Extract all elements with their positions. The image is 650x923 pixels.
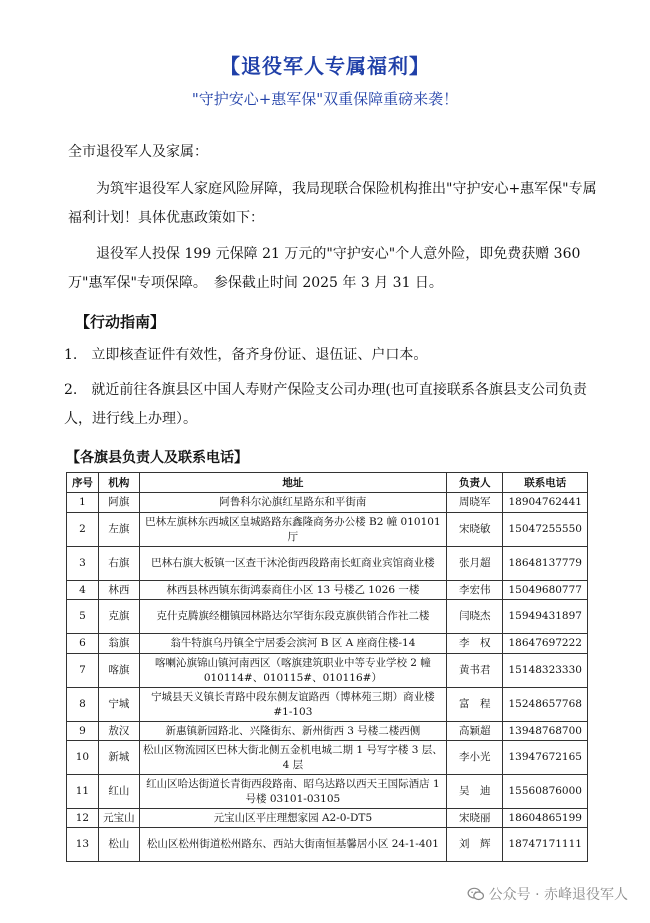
row-person: 周晓军	[446, 493, 503, 513]
row-org: 阿旗	[98, 493, 139, 513]
table-row	[67, 688, 588, 722]
row-phone: 15248657768	[503, 688, 588, 722]
wechat-icon	[467, 887, 485, 901]
row-index: 5	[67, 600, 99, 634]
row-index: 13	[67, 828, 99, 862]
row-person: 宋晓敏	[446, 513, 503, 547]
guide-step-2: 2. 就近前往各旗县区中国人寿财产保险支公司办理(也可直接联系各旗县支公司负责人，进行线上办理）。	[64, 382, 587, 427]
row-index: 6	[67, 634, 99, 654]
col-header-phone: 联系电话	[503, 473, 588, 493]
page-title: 【退役军人专属福利】	[220, 54, 430, 78]
contacts-heading: 【各旗县负责人及联系电话】	[66, 450, 248, 466]
row-index: 3	[67, 547, 99, 581]
row-address: 松山区松州街道松州路东、西站大街南恒基馨居小区 24-1-401	[139, 828, 446, 862]
table-row	[67, 722, 588, 741]
col-header-index: 序号	[67, 473, 99, 493]
row-person: 闫晓杰	[446, 600, 503, 634]
policy-paragraph: 退役军人投保 199 元保障 21 万元的"守护安心"个人意外险，即免费获赠 360 万"惠军保"专项保障。 参保截止时间 2025 年 3 月 31 日。	[68, 246, 581, 291]
row-phone: 18747171111	[503, 828, 588, 862]
col-header-org: 机构	[98, 473, 139, 493]
row-person: 吴 迪	[446, 775, 503, 809]
table-row	[67, 775, 588, 809]
table-row	[67, 581, 588, 600]
row-phone: 15049680777	[503, 581, 588, 600]
row-address: 宁城县天义镇长青路中段东侧友谊路西（博林苑三期）商业楼#1-103	[139, 688, 446, 722]
table-row	[67, 600, 588, 634]
table-row	[67, 809, 588, 828]
table-header-row	[67, 473, 588, 493]
row-index: 11	[67, 775, 99, 809]
row-index: 4	[67, 581, 99, 600]
row-address: 巴林左旗林东西城区皇城路路东鑫隆商务办公楼 B2 幢 010101 厅	[139, 513, 446, 547]
watermark-text: 公众号 · 赤峰退役军人	[488, 887, 628, 903]
col-header-person: 负责人	[446, 473, 503, 493]
col-header-address: 地址	[139, 473, 446, 493]
row-person: 李宏伟	[446, 581, 503, 600]
row-org: 翁旗	[98, 634, 139, 654]
row-phone: 18604865199	[503, 809, 588, 828]
row-address: 红山区哈达街道长青街西段路南、昭乌达路以西天王国际酒店 1 号楼 03101-03105	[139, 775, 446, 809]
row-person: 高颖超	[446, 722, 503, 741]
table-row	[67, 493, 588, 513]
row-address: 元宝山区平庄理想家园 A2-0-DT5	[139, 809, 446, 828]
row-address: 翁牛特旗乌丹镇全宁居委会滨河 B 区 A 座商住楼-14	[139, 634, 446, 654]
table-row	[67, 513, 588, 547]
row-phone: 13948768700	[503, 722, 588, 741]
row-phone: 13947672165	[503, 741, 588, 775]
row-address: 林西县林西镇东街鸿泰商住小区 13 号楼乙 1026 一楼	[139, 581, 446, 600]
row-phone: 15949431897	[503, 600, 588, 634]
row-person: 黄书君	[446, 654, 503, 688]
row-org: 红山	[98, 775, 139, 809]
row-address: 克什克腾旗经棚镇园林路达尔罕街东段克旗供销合作社二楼	[139, 600, 446, 634]
guide-heading: 【行动指南】	[75, 313, 166, 331]
row-index: 9	[67, 722, 99, 741]
contacts-table	[66, 472, 588, 862]
row-index: 8	[67, 688, 99, 722]
row-org: 元宝山	[98, 809, 139, 828]
row-org: 林西	[98, 581, 139, 600]
row-address: 巴林右旗大板镇一区查干沐沦街西段路南长虹商业宾馆商业楼	[139, 547, 446, 581]
row-person: 富 程	[446, 688, 503, 722]
row-org: 宁城	[98, 688, 139, 722]
row-phone: 15148323330	[503, 654, 588, 688]
table-row	[67, 741, 588, 775]
intro-paragraph: 为筑牢退役军人家庭风险屏障，我局现联合保险机构推出"守护安心+惠军保"专属福利计划！具体优惠政策如下：	[68, 181, 597, 226]
row-phone: 18648137779	[503, 547, 588, 581]
row-address: 喀喇沁旗锦山镇河南西区（喀旗建筑职业中等专业学校 2 幢 010114#、010115#、010116#）	[139, 654, 446, 688]
row-index: 10	[67, 741, 99, 775]
row-org: 喀旗	[98, 654, 139, 688]
row-org: 克旗	[98, 600, 139, 634]
row-org: 新城	[98, 741, 139, 775]
row-person: 李小光	[446, 741, 503, 775]
guide-step-1: 1. 立即核查证件有效性，备齐身份证、退伍证、户口本。	[64, 347, 428, 363]
greeting: 全市退役军人及家属：	[68, 144, 208, 160]
row-org: 右旗	[98, 547, 139, 581]
row-org: 松山	[98, 828, 139, 862]
row-index: 12	[67, 809, 99, 828]
row-index: 1	[67, 493, 99, 513]
row-address: 阿鲁科尔沁旗红星路东和平街南	[139, 493, 446, 513]
page-subtitle: "守护安心+惠军保"双重保障重磅来袭！	[191, 90, 459, 108]
row-phone: 18904762441	[503, 493, 588, 513]
table-row	[67, 547, 588, 581]
row-phone: 15560876000	[503, 775, 588, 809]
table-row	[67, 634, 588, 654]
row-person: 刘 辉	[446, 828, 503, 862]
row-org: 敖汉	[98, 722, 139, 741]
row-person: 张月超	[446, 547, 503, 581]
row-phone: 15047255550	[503, 513, 588, 547]
row-index: 7	[67, 654, 99, 688]
row-org: 左旗	[98, 513, 139, 547]
row-person: 宋晓丽	[446, 809, 503, 828]
row-address: 新惠镇新园路北、兴隆街东、新州街西 3 号楼二楼西侧	[139, 722, 446, 741]
row-address: 松山区物流园区巴林大街北侧五金机电城二期 1 号写字楼 3 层、4 层	[139, 741, 446, 775]
table-row	[67, 828, 588, 862]
watermark	[467, 884, 628, 904]
row-index: 2	[67, 513, 99, 547]
row-person: 李 权	[446, 634, 503, 654]
table-row	[67, 654, 588, 688]
row-phone: 18647697222	[503, 634, 588, 654]
